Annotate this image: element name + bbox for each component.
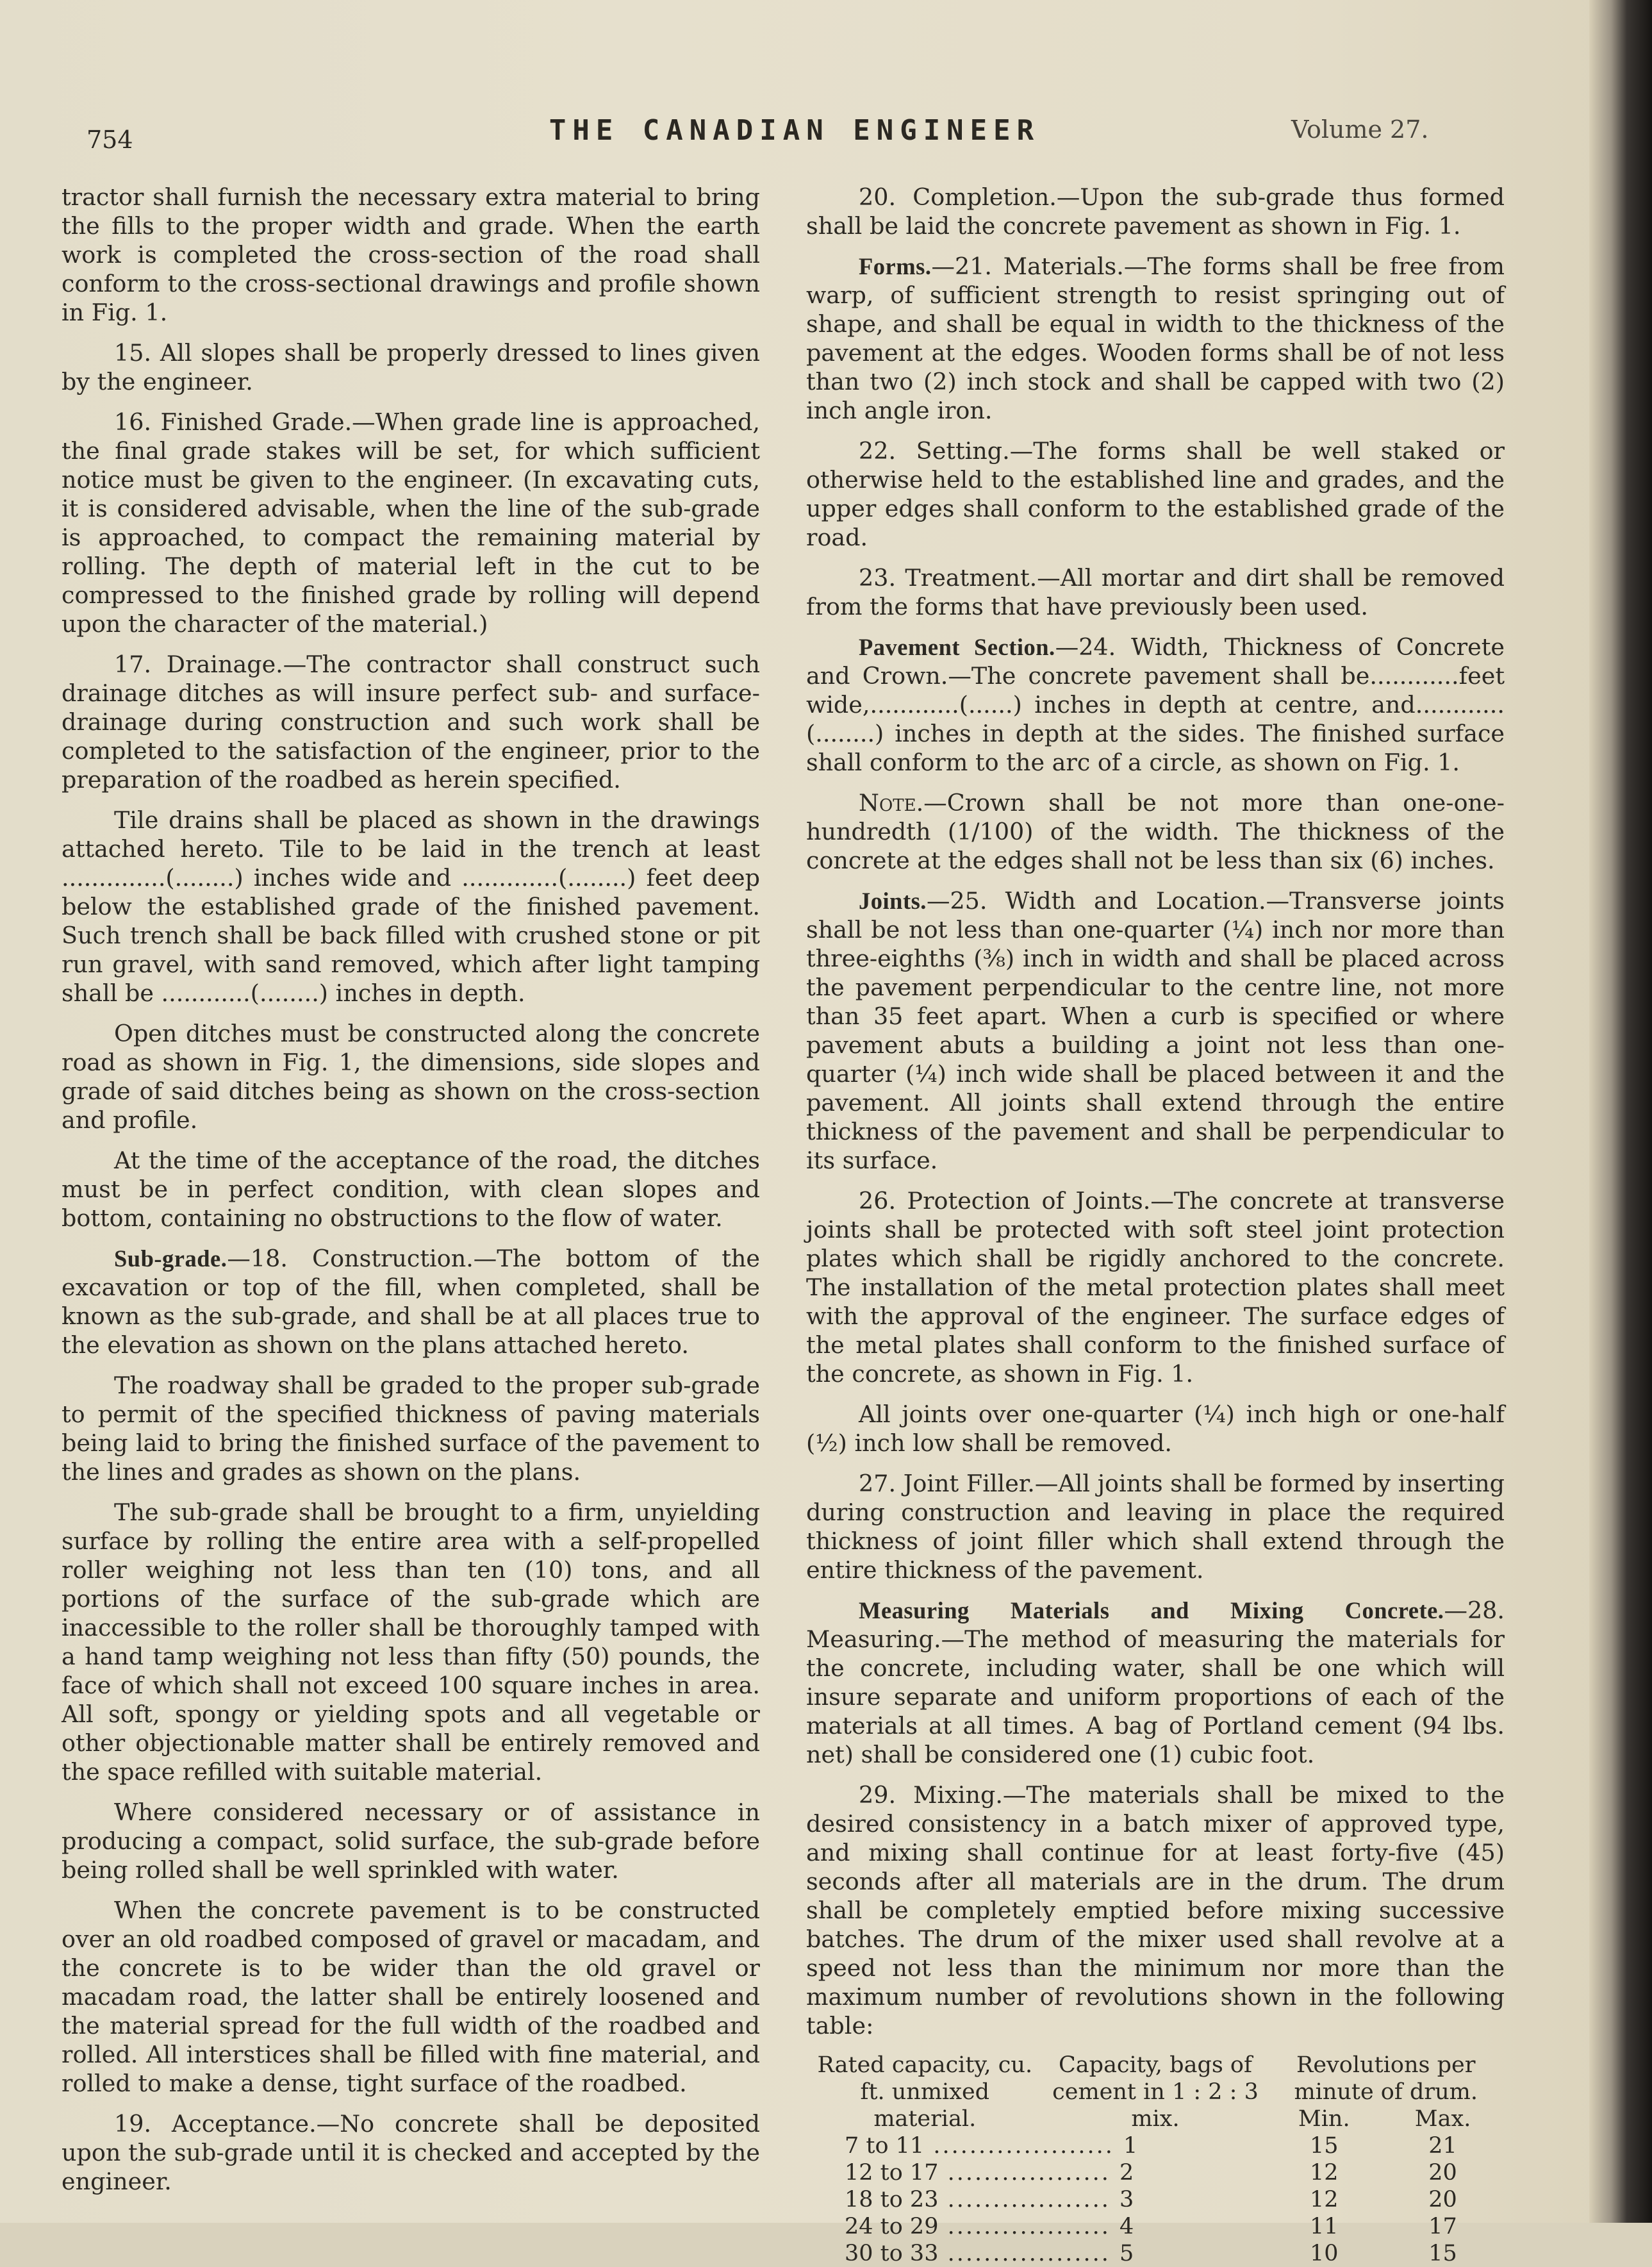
section-heading: Measuring Materials and Mixing Concrete. — [859, 1597, 1444, 1623]
paragraph: 26. Protection of Joints.—The concrete at transverse joints shall be protected with soft steel joint protection plates which shall be rigidly anchored to the concrete. The installation of the metal protection plates shall meet with the approval of the engineer. The surface edges of the metal plates shall conform to the finished surface of the concrete, as shown in Fig. 1. — [806, 1187, 1505, 1388]
paragraph-text: —24. Width, Thickness of Concrete and Crown.—The concrete pavement shall be............feet wide,............(......) inches in depth at centre, and............(........) inches in depth at the sides. The finished surface shall conform to the arc of a circle, as shown on Fig. 1. — [806, 633, 1505, 776]
right-column — [806, 183, 1505, 2267]
paragraph: 27. Joint Filler.—All joints shall be formed by inserting during construction and leaving in place the required thickness of joint filler which shall extend through the entire thickness of the pavement. — [806, 1470, 1505, 1584]
paragraph: tractor shall furnish the necessary extra material to bring the fills to the proper width and grade. When the earth work is completed the cross-section of the road shall conform to the cross-sectional drawings and profile shown in Fig. 1. — [62, 183, 760, 326]
paragraph: 20. Completion.—Upon the sub-grade thus formed shall be laid the concrete pavement as shown in Fig. 1. — [806, 183, 1505, 240]
section-heading: Forms. — [859, 253, 932, 279]
table-header-revolutions: Revolutions per minute of drum. — [1294, 2052, 1478, 2105]
table-cell-max: 20 — [1428, 2187, 1457, 2213]
paragraph-text: —18. Construction.—The bottom of the excavation or top of the fill, when completed, shall be known as the sub-grade, and shall be at all places true to the elevation as shown on the plans attached hereto. — [62, 1245, 760, 1359]
table-row: 30 to 33 .................. 5 10 15 — [806, 2240, 1505, 2267]
table-cell-min: 11 — [1309, 2214, 1339, 2239]
paragraph: At the time of the acceptance of the road, the ditches must be in perfect condition, with clean slopes and bottom, containing no obstructions to the flow of water. — [62, 1147, 760, 1232]
page-number: 754 — [87, 126, 133, 154]
table-cell-bags: 4 — [1119, 2214, 1134, 2239]
section-heading: Sub-grade. — [114, 1245, 227, 1272]
table-cell-range: 24 to 29 — [845, 2214, 939, 2239]
paragraph: When the concrete pavement is to be constructed over an old roadbed composed of gravel or macadam, and the concrete is to be wider than the old gravel or macadam road, the latter shall be entirely loosened and the material spread for the full width of the roadbed and rolled. All interstices shall be filled with fine material, and rolled to make a dense, tight surface of the roadbed. — [62, 1897, 760, 2097]
section-heading: Joints. — [859, 888, 927, 914]
table-cell-max: 17 — [1428, 2214, 1457, 2239]
table-header-min: Min. — [1298, 2106, 1350, 2132]
table-header-capacity: Rated capacity, cu. ft. unmixed material. — [817, 2052, 1033, 2132]
table-cell-max: 20 — [1428, 2160, 1457, 2186]
paragraph: 15. All slopes shall be properly dressed to lines given by the engineer. — [62, 339, 760, 395]
paragraph: All joints over one-quarter (¼) inch high or one-half (½) inch low shall be removed. — [806, 1400, 1505, 1457]
table-row: 18 to 23 .................. 3 12 20 — [806, 2186, 1505, 2213]
left-column — [62, 183, 760, 2207]
table-row: 7 to 11 .................... 1 15 21 — [806, 2132, 1505, 2159]
section-measuring — [806, 1596, 1505, 1769]
table-header-max: Max. — [1414, 2106, 1471, 2132]
paragraph: Tile drains shall be placed as shown in the drawings attached hereto. Tile to be laid in the trench at least ..............(........) inches wide and .............(........) feet deep below the established grade of the finished pavement. Such trench shall be back filled with crushed stone or pit run gravel, with sand removed, which after light tamping shall be ............(........) inches in depth. — [62, 806, 760, 1007]
table-cell-min: 10 — [1309, 2241, 1339, 2266]
section-heading: Pavement Section. — [859, 634, 1055, 660]
book-spine-shadow — [1589, 0, 1652, 2223]
table-cell-range: 7 to 11 — [845, 2133, 925, 2159]
table-cell-bags: 5 — [1119, 2241, 1134, 2266]
paragraph: Where considered necessary or of assistance in producing a compact, solid surface, the sub-grade before being rolled shall be well sprinkled with water. — [62, 1798, 760, 1884]
paragraph-text: —21. Materials.—The forms shall be free from warp, of sufficient strength to resist springing out of shape, and shall be equal in width to the thickness of the pavement at the edges. Wooden forms shall be of not less than two (2) inch stock and shall be capped with two (2) inch angle iron. — [806, 253, 1505, 424]
note — [806, 788, 1505, 875]
volume-label: Volume 27. — [1291, 115, 1429, 144]
table-cell-min: 15 — [1309, 2133, 1339, 2159]
paragraph: 29. Mixing.—The materials shall be mixed to the desired consistency in a batch mixer of approved type, and mixing shall continue for at least forty-five (45) seconds after all materials are in the drum. The drum shall be completely emptied before mixing successive batches. The drum of the mixer used shall revolve at a speed not less than the minimum nor more than the maximum number of revolutions shown in the following table: — [806, 1781, 1505, 2039]
paragraph: Open ditches must be constructed along the concrete road as shown in Fig. 1, the dimensions, side slopes and grade of said ditches being as shown on the cross-section and profile. — [62, 1020, 760, 1134]
table-row: 12 to 17 .................. 2 12 20 — [806, 2159, 1505, 2186]
paragraph-text: —25. Width and Location.—Transverse joints shall be not less than one-quarter (¼) inch nor more than three-eighths (⅜) inch in width and shall be placed across the pavement perpendicular to the centre line, not more than 35 feet apart. When a curb is specified or where pavement abuts a building a joint not less than one-quarter (¼) inch wide shall be placed between it and the pavement. All joints shall extend through the entire thickness of the pavement and shall be perpendicular to its surface. — [806, 887, 1505, 1174]
page-header — [0, 108, 1589, 159]
paragraph-text: —28. Measuring.—The method of measuring the materials for the concrete, including water, shall be one which will insure separate and uniform proportions of each of the materials at all times. A bag of Portland cement (94 lbs. net) shall be considered one (1) cubic foot. — [806, 1597, 1505, 1768]
table-cell-min: 12 — [1309, 2160, 1339, 2186]
table-cell-min: 12 — [1309, 2187, 1339, 2213]
paragraph: 16. Finished Grade.—When grade line is approached, the final grade stakes will be set, for which sufficient notice must be given to the engineer. (In excavating cuts, it is considered advisable, when the line of the sub-grade is approached, to compact the remaining material by rolling. The depth of material left in the cut to be compressed to the finished grade by rolling will depend upon the character of the material.) — [62, 408, 760, 638]
revolutions-table — [806, 2052, 1505, 2267]
note-label: Note. — [859, 789, 924, 817]
table-cell-range: 18 to 23 — [845, 2187, 939, 2213]
table-cell-bags: 3 — [1119, 2187, 1134, 2213]
table-cell-range: 30 to 33 — [845, 2241, 939, 2266]
table-cell-range: 12 to 17 — [845, 2160, 939, 2186]
paragraph: 17. Drainage.—The contractor shall construct such drainage ditches as will insure perfect sub- and surface-drainage during construction and such work shall be completed to the satisfaction of the engineer, prior to the preparation of the roadbed as herein specified. — [62, 651, 760, 793]
table-cell-max: 21 — [1428, 2133, 1457, 2159]
paragraph-text: —Crown shall be not more than one-one-hundredth (1/100) of the width. The thickness of the concrete at the edges shall not be less than six (6) inches. — [806, 789, 1505, 874]
table-cell-bags: 2 — [1119, 2160, 1134, 2186]
paragraph: 19. Acceptance.—No concrete shall be deposited upon the sub-grade until it is checked and accepted by the engineer. — [62, 2110, 760, 2195]
section-pavement — [806, 633, 1505, 777]
paragraph: The sub-grade shall be brought to a firm, unyielding surface by rolling the entire area with a self-propelled roller weighing not less than ten (10) tons, and all portions of the surface of the sub-grade which are inaccessible to the roller shall be thoroughly tamped with a hand tamp weighing not less than fifty (50) pounds, the face of which shall not exceed 100 square inches in area. All soft, spongy or yielding spots and all vegetable or other objectionable matter shall be entirely removed and the space refilled with suitable material. — [62, 1499, 760, 1786]
section-forms — [806, 252, 1505, 425]
paragraph: The roadway shall be graded to the proper sub-grade to permit of the specified thickness of paving materials being laid to bring the finished surface of the pavement to the lines and grades as shown on the plans. — [62, 1372, 760, 1486]
table-cell-max: 15 — [1428, 2241, 1457, 2266]
journal-title: THE CANADIAN ENGINEER — [549, 114, 1041, 147]
table-row: 24 to 29 .................. 4 11 17 — [806, 2213, 1505, 2240]
table-cell-bags: 1 — [1123, 2133, 1138, 2159]
table-header-bags: Capacity, bags of cement in 1 : 2 : 3 mix. — [1052, 2052, 1259, 2132]
section-subgrade — [62, 1244, 760, 1359]
section-joints — [806, 886, 1505, 1175]
paragraph: 23. Treatment.—All mortar and dirt shall be removed from the forms that have previously been used. — [806, 564, 1505, 620]
paragraph: 22. Setting.—The forms shall be well staked or otherwise held to the established line and grades, and the upper edges shall conform to the established grade of the road. — [806, 437, 1505, 551]
